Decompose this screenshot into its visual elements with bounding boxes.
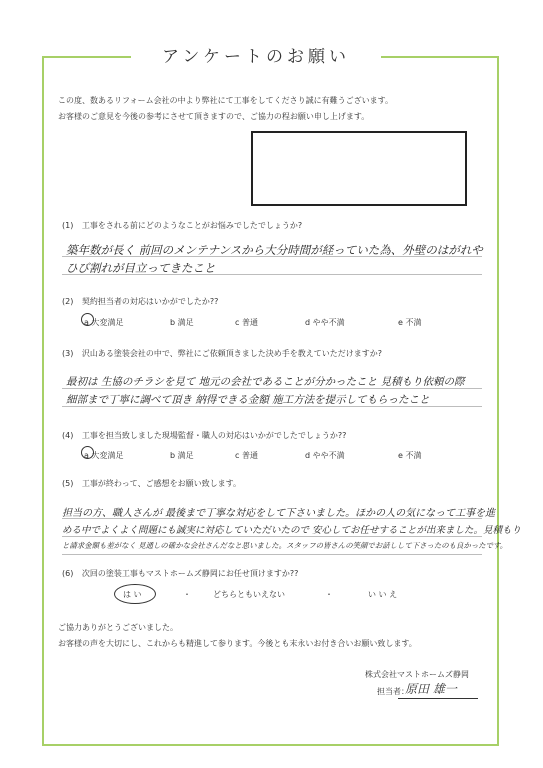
question-number: (6) <box>62 569 74 578</box>
representative-name: 原田 雄一 <box>405 682 457 696</box>
option-yes: は い <box>123 590 142 599</box>
option-a: a 大変満足 <box>84 318 124 327</box>
question-5 <box>62 478 241 489</box>
representative-label: 担当者： <box>377 687 409 696</box>
answer-rule <box>62 388 482 389</box>
question-4 <box>62 430 346 441</box>
answer-line: と請求金額も差がなく 見通しの確かな会社さんだなと思いました。スタッフの皆さんの笑顔でお話しして下さったのも良かったです。 <box>62 541 508 550</box>
option-neutral: どちらともいえない <box>213 590 285 599</box>
option-b: b 満足 <box>170 451 194 460</box>
redacted-box <box>251 131 467 206</box>
answer-rule <box>62 518 482 519</box>
question-text: 沢山ある塗装会社の中で、弊社にご依頼頂きました決め手を教えていただけますか? <box>81 349 382 358</box>
question-2 <box>62 296 218 307</box>
option-b: b 満足 <box>170 318 194 327</box>
answer-line: める中でよくよく問題にも誠実に対応していただいたので 安心してお任せすることが出来ました。見積もり <box>62 525 522 536</box>
closing-line: ご協力ありがとうございました。 <box>58 623 178 632</box>
option-d: d やや不満 <box>305 451 345 460</box>
question-number: (2) <box>62 297 74 306</box>
answer-line: ひび割れが目立ってきたこと <box>66 261 216 275</box>
option-a: a 大変満足 <box>84 451 124 460</box>
separator-dot: ・ <box>325 590 333 599</box>
answer-rule <box>62 256 482 257</box>
option-c: c 普通 <box>235 451 258 460</box>
question-text: 工事を担当致しました現場監督・職人の対応はいかがでしたでしょうか?? <box>81 431 347 440</box>
page-title: アンケートのお願い <box>131 43 381 71</box>
option-e: e 不満 <box>398 451 422 460</box>
signature-line <box>398 698 478 699</box>
option-e: e 不満 <box>398 318 422 327</box>
question-1 <box>62 220 302 231</box>
intro-text <box>58 93 393 125</box>
option-d: d やや不満 <box>305 318 345 327</box>
answer-rule <box>62 274 482 275</box>
question-text: 工事をされる前にどのようなことがお悩みでしたでしょうか? <box>81 221 303 230</box>
question-text: 次回の塗装工事もマストホームズ静岡にお任せ頂けますか?? <box>81 569 299 578</box>
question-number: (5) <box>62 479 74 488</box>
answer-line: 細部まで丁寧に調べて頂き 納得できる金額 施工方法を提示してもらったこと <box>66 394 430 406</box>
question-number: (3) <box>62 349 74 358</box>
answer-line: 築年数が長く 前回のメンテナンスから大分時間が経っていた為、外壁のはがれや <box>66 243 483 257</box>
question-3 <box>62 348 382 359</box>
separator-dot: ・ <box>183 590 191 599</box>
answer-line: 担当の方、職人さんが 最後まで丁寧な対応をして下さいました。ほかの人の気になって工事を進 <box>62 508 496 519</box>
question-6 <box>62 568 298 579</box>
answer-rule <box>62 554 482 555</box>
intro-line: この度、数あるリフォーム会社の中より弊社にて工事をしてくださり誠に有難うございます。 <box>58 96 393 105</box>
company-name: 株式会社マストホームズ静岡 <box>365 670 469 679</box>
closing-line: お客様の声を大切にし、これからも精進して参ります。今後とも末永いお付き合いお願い致します。 <box>58 639 417 648</box>
answer-rule <box>62 536 482 537</box>
option-c: c 普通 <box>235 318 258 327</box>
intro-line: お客様のご意見を今後の参考にさせて頂きますので、ご協力の程お願い申し上げます。 <box>58 112 370 121</box>
option-no: い い え <box>368 590 398 599</box>
answer-rule <box>62 406 482 407</box>
question-number: (4) <box>62 431 74 440</box>
question-text: 契約担当者の対応はいかがでしたか?? <box>81 297 219 306</box>
answer-line: 最初は 生協のチラシを見て 地元の会社であることが分かったこと 見積もり依頼の際 <box>66 376 465 388</box>
closing-text <box>58 620 417 652</box>
question-text: 工事が終わって、ご感想をお願い致します。 <box>81 479 242 488</box>
question-number: (1) <box>62 221 74 230</box>
